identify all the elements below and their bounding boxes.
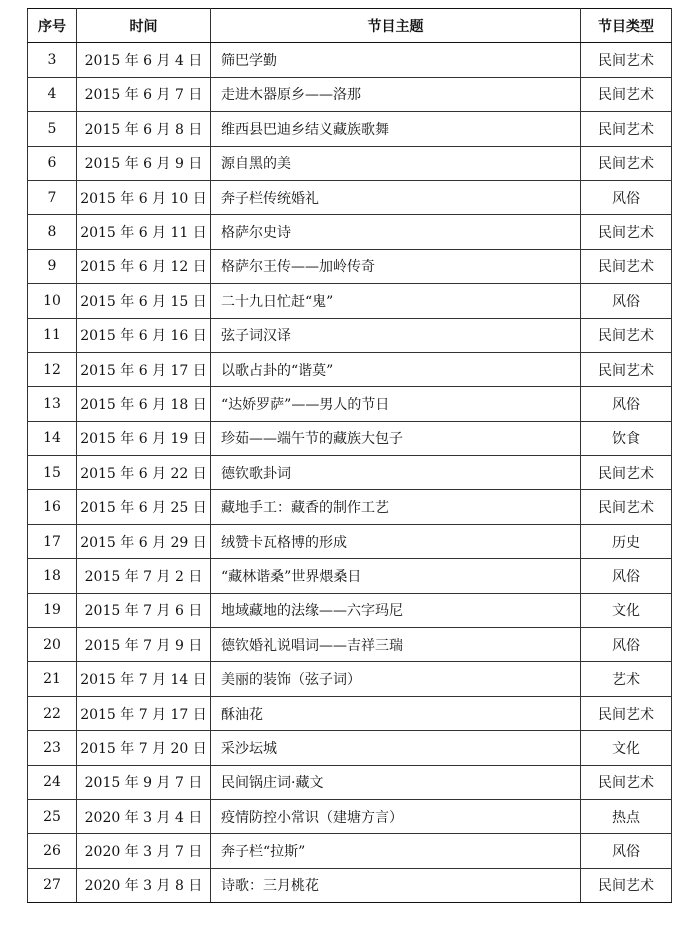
cell-no: 20 bbox=[28, 628, 77, 662]
cell-date: 2020 年 3 月 4 日 bbox=[77, 799, 211, 833]
table-row bbox=[28, 628, 672, 662]
cell-date: 2015 年 7 月 2 日 bbox=[77, 559, 211, 593]
cell-title: 民间锅庄词·藏文 bbox=[211, 765, 581, 799]
cell-type: 民间艺术 bbox=[581, 765, 672, 799]
cell-type: 风俗 bbox=[581, 559, 672, 593]
cell-type: 民间艺术 bbox=[581, 352, 672, 386]
cell-no: 16 bbox=[28, 490, 77, 524]
cell-type: 民间艺术 bbox=[581, 696, 672, 730]
table-row bbox=[28, 559, 672, 593]
cell-no: 26 bbox=[28, 834, 77, 868]
cell-type: 民间艺术 bbox=[581, 43, 672, 77]
header-date: 时间 bbox=[77, 9, 211, 43]
cell-title: 德钦婚礼说唱词——吉祥三瑞 bbox=[211, 628, 581, 662]
cell-no: 3 bbox=[28, 43, 77, 77]
table-row bbox=[28, 284, 672, 318]
cell-type: 风俗 bbox=[581, 180, 672, 214]
cell-no: 12 bbox=[28, 352, 77, 386]
cell-date: 2015 年 6 月 22 日 bbox=[77, 456, 211, 490]
cell-type: 文化 bbox=[581, 593, 672, 627]
cell-type: 民间艺术 bbox=[581, 490, 672, 524]
cell-no: 15 bbox=[28, 456, 77, 490]
table-row bbox=[28, 799, 672, 833]
cell-no: 5 bbox=[28, 112, 77, 146]
header-row bbox=[28, 9, 672, 43]
cell-title: 奔子栏“拉斯” bbox=[211, 834, 581, 868]
cell-no: 27 bbox=[28, 868, 77, 902]
table-row bbox=[28, 77, 672, 111]
cell-type: 艺术 bbox=[581, 662, 672, 696]
table-row bbox=[28, 421, 672, 455]
cell-title: 二十九日忙赶“鬼” bbox=[211, 284, 581, 318]
cell-date: 2015 年 6 月 25 日 bbox=[77, 490, 211, 524]
cell-date: 2015 年 9 月 7 日 bbox=[77, 765, 211, 799]
cell-title: 筛巴学勤 bbox=[211, 43, 581, 77]
cell-no: 25 bbox=[28, 799, 77, 833]
table-row bbox=[28, 524, 672, 558]
cell-title: “达娇罗萨”——男人的节日 bbox=[211, 387, 581, 421]
cell-type: 民间艺术 bbox=[581, 249, 672, 283]
cell-title: 弦子词汉译 bbox=[211, 318, 581, 352]
table-row bbox=[28, 215, 672, 249]
cell-title: “藏林谐桑”世界煨桑日 bbox=[211, 559, 581, 593]
cell-no: 24 bbox=[28, 765, 77, 799]
cell-type: 民间艺术 bbox=[581, 318, 672, 352]
cell-type: 风俗 bbox=[581, 387, 672, 421]
cell-title: 格萨尔王传——加岭传奇 bbox=[211, 249, 581, 283]
table-row bbox=[28, 490, 672, 524]
cell-date: 2015 年 6 月 18 日 bbox=[77, 387, 211, 421]
cell-no: 18 bbox=[28, 559, 77, 593]
header-type: 节目类型 bbox=[581, 9, 672, 43]
table-row bbox=[28, 318, 672, 352]
cell-type: 民间艺术 bbox=[581, 868, 672, 902]
table-row bbox=[28, 696, 672, 730]
cell-no: 23 bbox=[28, 731, 77, 765]
cell-no: 9 bbox=[28, 249, 77, 283]
table-row bbox=[28, 249, 672, 283]
table-row bbox=[28, 834, 672, 868]
cell-title: 酥油花 bbox=[211, 696, 581, 730]
cell-date: 2015 年 6 月 11 日 bbox=[77, 215, 211, 249]
cell-date: 2020 年 3 月 7 日 bbox=[77, 834, 211, 868]
cell-date: 2015 年 6 月 8 日 bbox=[77, 112, 211, 146]
cell-title: 维西县巴迪乡结义藏族歌舞 bbox=[211, 112, 581, 146]
table-body bbox=[28, 43, 672, 903]
cell-type: 风俗 bbox=[581, 834, 672, 868]
cell-title: 走进木器原乡——洛那 bbox=[211, 77, 581, 111]
table-row bbox=[28, 146, 672, 180]
cell-date: 2015 年 6 月 19 日 bbox=[77, 421, 211, 455]
cell-title: 诗歌：三月桃花 bbox=[211, 868, 581, 902]
cell-no: 11 bbox=[28, 318, 77, 352]
cell-date: 2015 年 6 月 16 日 bbox=[77, 318, 211, 352]
cell-date: 2015 年 6 月 17 日 bbox=[77, 352, 211, 386]
cell-type: 民间艺术 bbox=[581, 456, 672, 490]
cell-type: 历史 bbox=[581, 524, 672, 558]
table-row bbox=[28, 593, 672, 627]
program-table bbox=[27, 8, 672, 903]
table-row bbox=[28, 352, 672, 386]
cell-title: 地域藏地的法缘——六字玛尼 bbox=[211, 593, 581, 627]
cell-no: 19 bbox=[28, 593, 77, 627]
cell-no: 7 bbox=[28, 180, 77, 214]
cell-title: 奔子栏传统婚礼 bbox=[211, 180, 581, 214]
cell-no: 4 bbox=[28, 77, 77, 111]
cell-title: 藏地手工：藏香的制作工艺 bbox=[211, 490, 581, 524]
header-title: 节目主题 bbox=[211, 9, 581, 43]
table-row bbox=[28, 662, 672, 696]
cell-type: 风俗 bbox=[581, 284, 672, 318]
cell-date: 2015 年 6 月 12 日 bbox=[77, 249, 211, 283]
cell-no: 10 bbox=[28, 284, 77, 318]
cell-title: 源自黑的美 bbox=[211, 146, 581, 180]
cell-no: 14 bbox=[28, 421, 77, 455]
cell-title: 疫情防控小常识（建塘方言） bbox=[211, 799, 581, 833]
cell-type: 文化 bbox=[581, 731, 672, 765]
cell-type: 民间艺术 bbox=[581, 146, 672, 180]
cell-date: 2015 年 7 月 17 日 bbox=[77, 696, 211, 730]
cell-title: 以歌占卦的“谐莫” bbox=[211, 352, 581, 386]
cell-type: 民间艺术 bbox=[581, 112, 672, 146]
cell-no: 8 bbox=[28, 215, 77, 249]
cell-title: 德钦歌卦词 bbox=[211, 456, 581, 490]
cell-no: 22 bbox=[28, 696, 77, 730]
cell-type: 风俗 bbox=[581, 628, 672, 662]
cell-date: 2020 年 3 月 8 日 bbox=[77, 868, 211, 902]
cell-title: 格萨尔史诗 bbox=[211, 215, 581, 249]
cell-date: 2015 年 7 月 9 日 bbox=[77, 628, 211, 662]
cell-no: 21 bbox=[28, 662, 77, 696]
cell-type: 热点 bbox=[581, 799, 672, 833]
cell-date: 2015 年 7 月 14 日 bbox=[77, 662, 211, 696]
table-row bbox=[28, 868, 672, 902]
cell-date: 2015 年 7 月 6 日 bbox=[77, 593, 211, 627]
table-row bbox=[28, 387, 672, 421]
cell-title: 采沙坛城 bbox=[211, 731, 581, 765]
cell-type: 民间艺术 bbox=[581, 215, 672, 249]
cell-date: 2015 年 7 月 20 日 bbox=[77, 731, 211, 765]
table-row bbox=[28, 112, 672, 146]
cell-date: 2015 年 6 月 9 日 bbox=[77, 146, 211, 180]
table-row bbox=[28, 765, 672, 799]
cell-type: 饮食 bbox=[581, 421, 672, 455]
cell-title: 珍茹——端午节的藏族大包子 bbox=[211, 421, 581, 455]
cell-date: 2015 年 6 月 4 日 bbox=[77, 43, 211, 77]
cell-title: 美丽的装饰（弦子词） bbox=[211, 662, 581, 696]
table-header bbox=[28, 9, 672, 43]
table-row bbox=[28, 456, 672, 490]
cell-date: 2015 年 6 月 15 日 bbox=[77, 284, 211, 318]
cell-title: 绒赞卡瓦格博的形成 bbox=[211, 524, 581, 558]
cell-no: 17 bbox=[28, 524, 77, 558]
table-row bbox=[28, 180, 672, 214]
cell-type: 民间艺术 bbox=[581, 77, 672, 111]
header-no: 序号 bbox=[28, 9, 77, 43]
cell-date: 2015 年 6 月 7 日 bbox=[77, 77, 211, 111]
cell-date: 2015 年 6 月 10 日 bbox=[77, 180, 211, 214]
table-row bbox=[28, 43, 672, 77]
cell-no: 6 bbox=[28, 146, 77, 180]
cell-no: 13 bbox=[28, 387, 77, 421]
table-row bbox=[28, 731, 672, 765]
cell-date: 2015 年 6 月 29 日 bbox=[77, 524, 211, 558]
